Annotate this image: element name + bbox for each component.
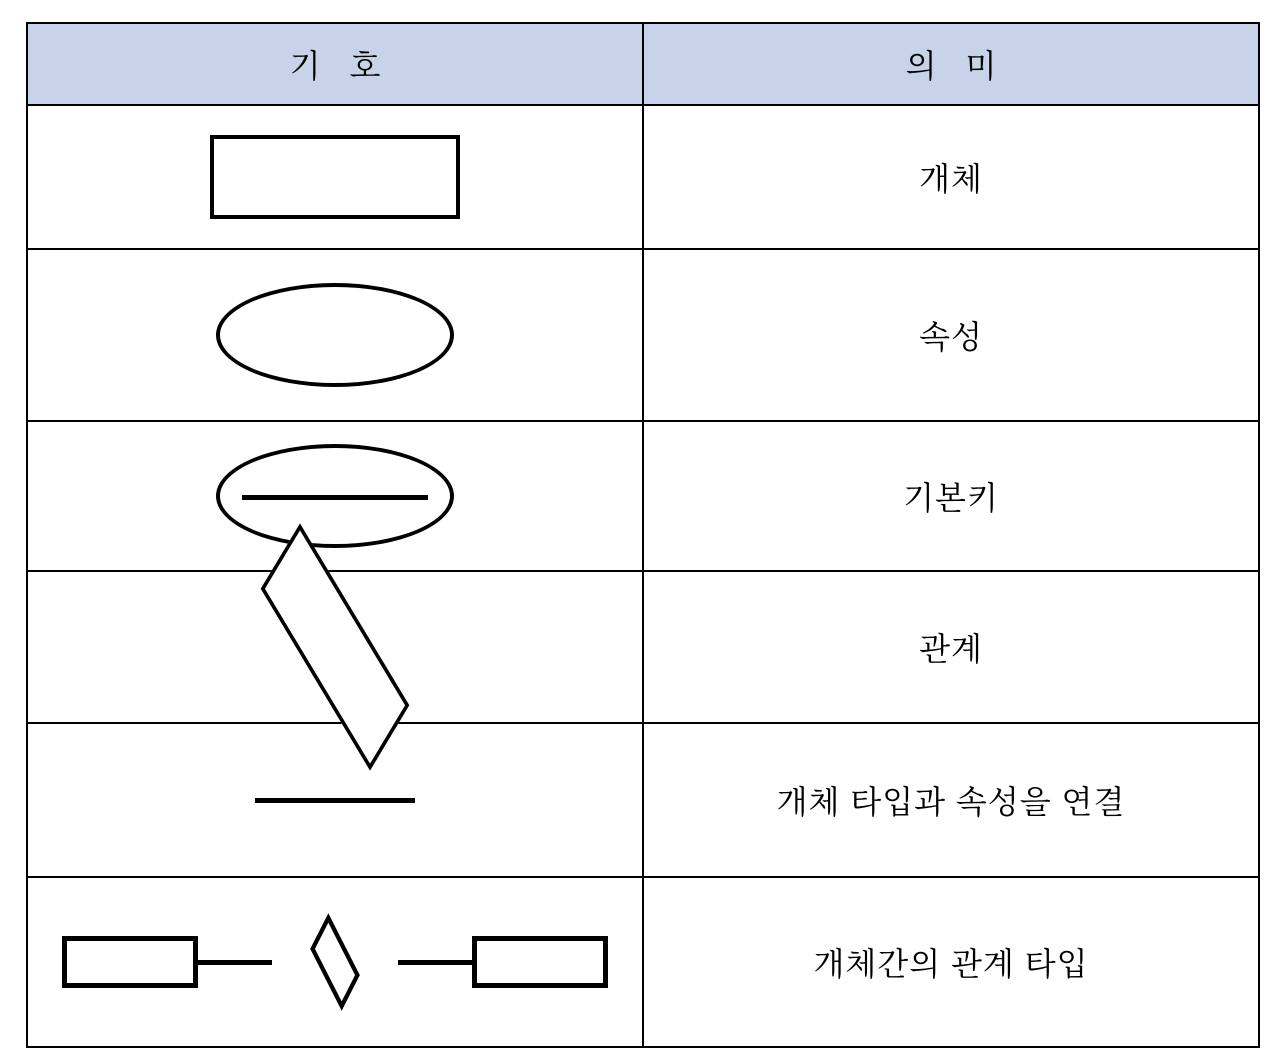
entity-rectangle-left-icon (62, 936, 198, 988)
column-header-meaning: 의 미 (643, 23, 1259, 105)
meaning-cell-attribute: 속성 (643, 249, 1259, 421)
symbol-cell-entity (27, 105, 643, 249)
column-header-symbol: 기 호 (27, 23, 643, 105)
symbol-cell-relationship-type (27, 877, 643, 1047)
symbol-wrapper (28, 422, 642, 570)
meaning-cell-link: 개체 타입과 속성을 연결 (643, 723, 1259, 877)
symbol-wrapper (28, 106, 642, 248)
meaning-cell-entity: 개체 (643, 105, 1259, 249)
er-symbol-legend-table (26, 22, 1260, 1048)
table-row (27, 723, 1259, 877)
table-header (27, 23, 1259, 105)
entity-relationship-entity-shape-icon (28, 927, 642, 997)
symbol-cell-attribute (27, 249, 643, 421)
rectangle-shape-icon (210, 135, 460, 219)
meaning-cell-relationship-type: 개체간의 관계 타입 (643, 877, 1259, 1047)
underline-icon (242, 495, 428, 500)
symbol-wrapper (28, 724, 642, 876)
symbol-wrapper (28, 878, 642, 1046)
table-row (27, 877, 1259, 1047)
diamond-container (185, 587, 485, 707)
symbol-cell-relationship (27, 571, 643, 723)
relationship-diamond-container (272, 927, 398, 997)
relationship-diamond-icon (310, 913, 360, 1010)
line-shape-icon (255, 798, 415, 803)
table-row (27, 571, 1259, 723)
table-body (27, 105, 1259, 1047)
connector-line-right-icon (398, 960, 472, 965)
meaning-cell-relationship: 관계 (643, 571, 1259, 723)
table-row (27, 105, 1259, 249)
connector-line-left-icon (198, 960, 272, 965)
entity-rectangle-right-icon (472, 936, 608, 988)
table-row (27, 421, 1259, 571)
header-row (27, 23, 1259, 105)
symbol-wrapper (28, 572, 642, 722)
symbol-wrapper (28, 250, 642, 420)
table-row (27, 249, 1259, 421)
meaning-cell-primary-key: 기본키 (643, 421, 1259, 571)
symbol-cell-link (27, 723, 643, 877)
ellipse-underlined-shape-icon (216, 444, 454, 548)
symbol-cell-primary-key (27, 421, 643, 571)
ellipse-shape-icon (216, 283, 454, 387)
